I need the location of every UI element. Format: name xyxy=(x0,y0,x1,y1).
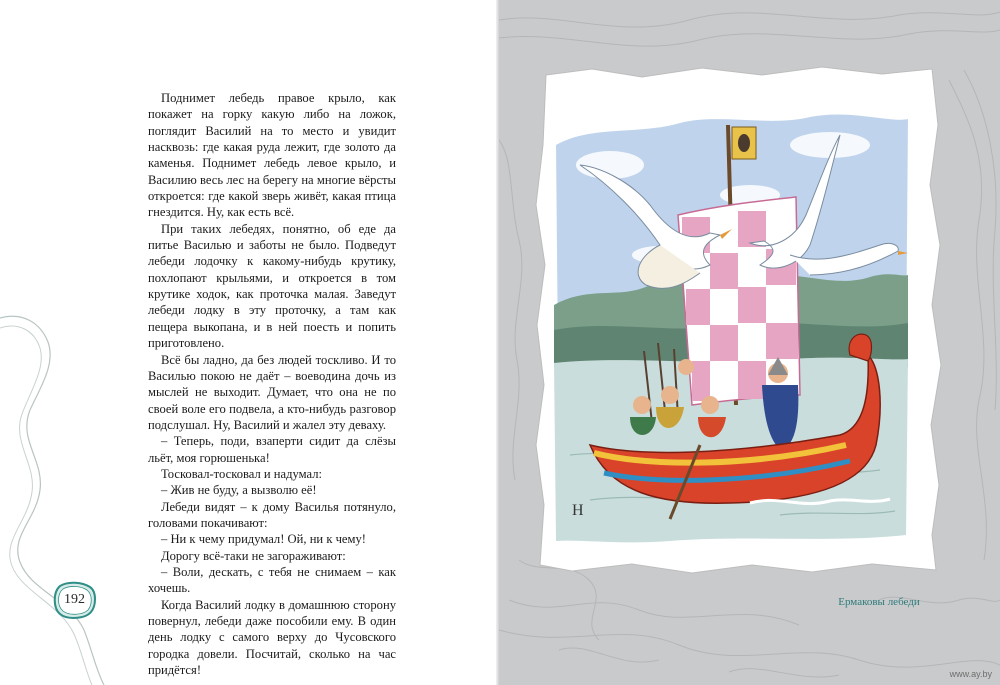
swans-boat-illustration xyxy=(550,105,912,545)
right-page xyxy=(499,0,1000,685)
main-text xyxy=(148,90,396,678)
page-number-text: 192 xyxy=(64,592,85,607)
map-contour-decoration xyxy=(0,300,140,685)
illustration-caption: Ермаковы лебеди xyxy=(838,596,920,608)
paragraph: Когда Василий лодку в домашнюю сторону повернул, лебеди даже пособили ему. В один день лодку с самого верху до Чусовского городка довели. Посчитай, сколько на час придётся! xyxy=(148,597,396,678)
paragraph: – Ни к чему придумал! Ой, ни к чему! xyxy=(161,532,366,547)
paragraph: Поднимет лебедь правое крыло, как покажет на горку какую либо на ложок, поглядит Василий на то место и увидит насквозь: где какая руда лежит, где золото да каменья. Поднимет лебедь левое крыло, и Василию весь лес на берегу на многие вёрсты откроется: где какой зверь живёт, какая птица гнездится. Ну, как есть всё. xyxy=(148,91,396,220)
paragraph: При таких лебедях, понятно, об еде да питье Василью и заботы не было. Подведут лебеди лодочку к какому-нибудь крутику, похлопают крыльями, и откроется в том крутике ходок, как проточка малая. Заведут лебеди лодку в эту проточку, а там как пещера выкопана, и в ней поесть и попить приготовлено. xyxy=(148,221,396,351)
paragraph: Всё бы ладно, да без людей тоскливо. И то Василью покою не даёт – воеводина дочь из мыслей не выходит. Думает, что она не по своей воле его подвела, а кто-нибудь разговор подслушал. Ну, Василий и жалел эту деваху. xyxy=(148,352,396,432)
left-page xyxy=(0,0,499,685)
paragraph: Тосковал-тосковал и надумал: xyxy=(161,466,323,481)
paragraph: Дорогу всё-таки не загораживают: xyxy=(161,548,346,563)
watermark: www.ay.by xyxy=(949,669,992,679)
artist-signature: Н xyxy=(572,502,584,519)
paragraph: – Теперь, поди, взаперти сидит да слёзы льёт, моя горюшенька! xyxy=(148,434,396,465)
paragraph: – Воли, дескать, с тебя не снимаем – как хочешь. xyxy=(148,564,396,596)
paragraph: – Жив не буду, а вызволю её! xyxy=(161,483,317,498)
paragraph: Лебеди видят – к дому Василья потянуло, головами покачивают: xyxy=(148,499,396,530)
page-number xyxy=(52,580,97,620)
illustration-frame xyxy=(532,65,944,575)
